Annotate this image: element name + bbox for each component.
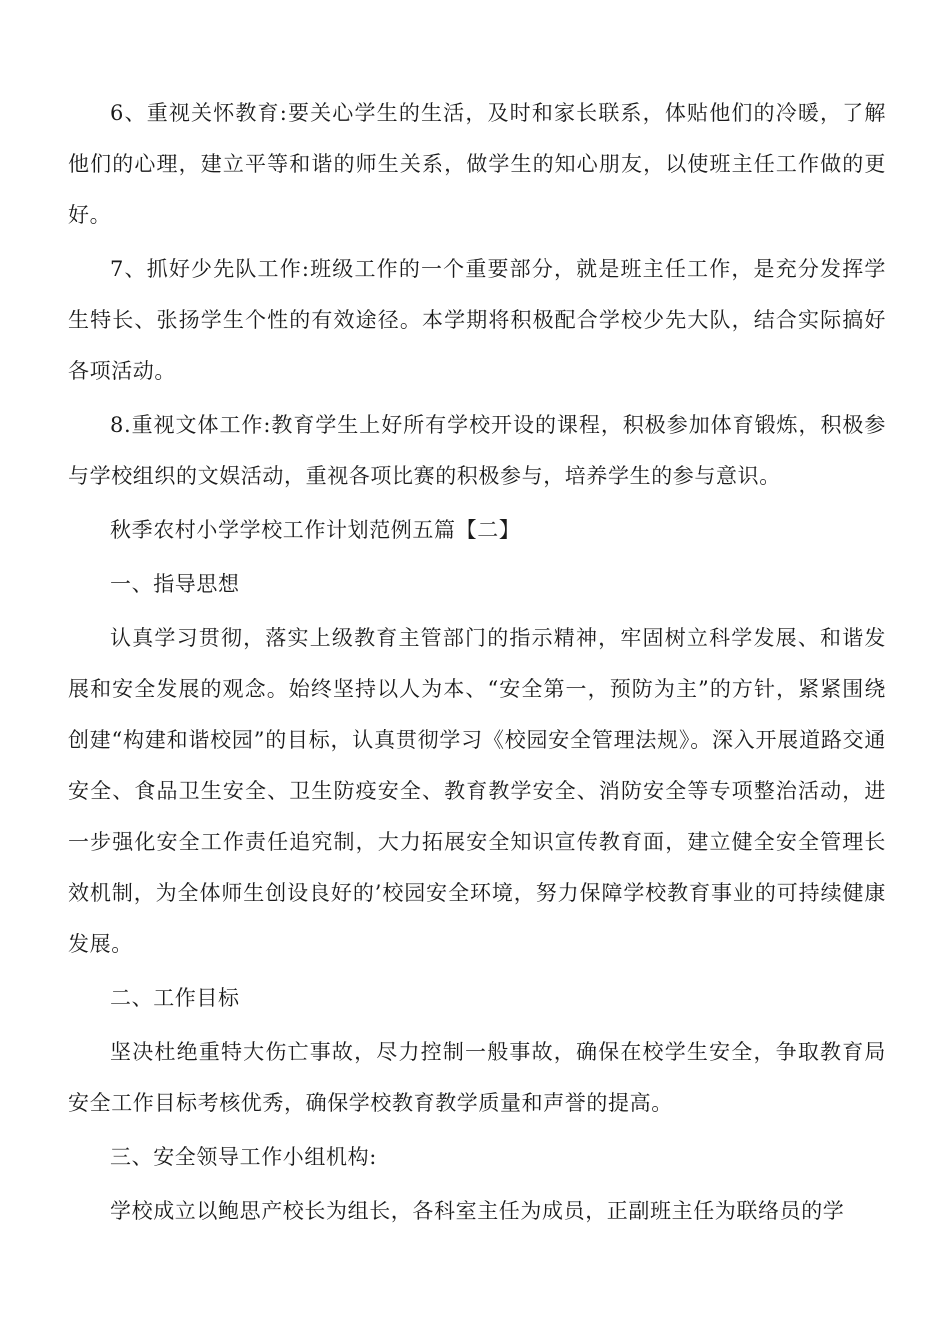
- paragraph-work-goals: 坚决杜绝重特大伤亡事故，尽力控制一般事故，确保在校学生安全，争取教育局安全工作目标考核优秀，确保学校教育教学质量和声誉的提高。: [68, 1040, 886, 1115]
- section-title: 秋季农村小学学校工作计划范例五篇【二】: [110, 518, 521, 542]
- paragraph-safety-leadership: 学校成立以鲍思产校长为组长，各科室主任为成员，正副班主任为联络员的学: [110, 1199, 845, 1223]
- paragraph-guiding-ideology: 认真学习贯彻，落实上级教育主管部门的指示精神，牢固树立科学发展、和谐发展和安全发展的观念。始终坚持以人为本、“安全第一，预防为主”的方针，紧紧围绕创建“构建和谐校园”的目标，认真贯彻学习《校园安全管理法规》。深入开展道路交通安全、食品卫生安全、卫生防疫安全、教育教学安全、消防安全等专项整治活动，进一步强化安全工作责任追究制，大力拓展安全知识宣传教育面，建立健全安全管理长效机制，为全体师生创设良好的’校园安全环境，努力保障学校教育事业的可持续健康发展。: [68, 626, 886, 956]
- paragraph-young-pioneers: 7、抓好少先队工作:班级工作的一个重要部分，就是班主任工作，是充分发挥学生特长、张扬学生个性的有效途径。本学期将积极配合学校少先大队，结合实际搞好各项活动。: [68, 257, 886, 383]
- heading-guiding-ideology: 一、指导思想: [110, 572, 240, 596]
- heading-work-goals: 二、工作目标: [110, 986, 240, 1010]
- paragraph-culture-sports: 8.重视文体工作:教育学生上好所有学校开设的课程，积极参加体育锻炼，积极参与学校组织的文娱活动，重视各项比赛的积极参与，培养学生的参与意识。: [68, 413, 886, 488]
- document-body: [68, 88, 886, 1240]
- heading-safety-leadership: 三、安全领导工作小组机构:: [110, 1145, 377, 1169]
- paragraph-care-education: 6、重视关怀教育:要关心学生的生活，及时和家长联系，体贴他们的冷暖，了解他们的心理，建立平等和谐的师生关系，做学生的知心朋友，以使班主任工作做的更好。: [68, 101, 886, 227]
